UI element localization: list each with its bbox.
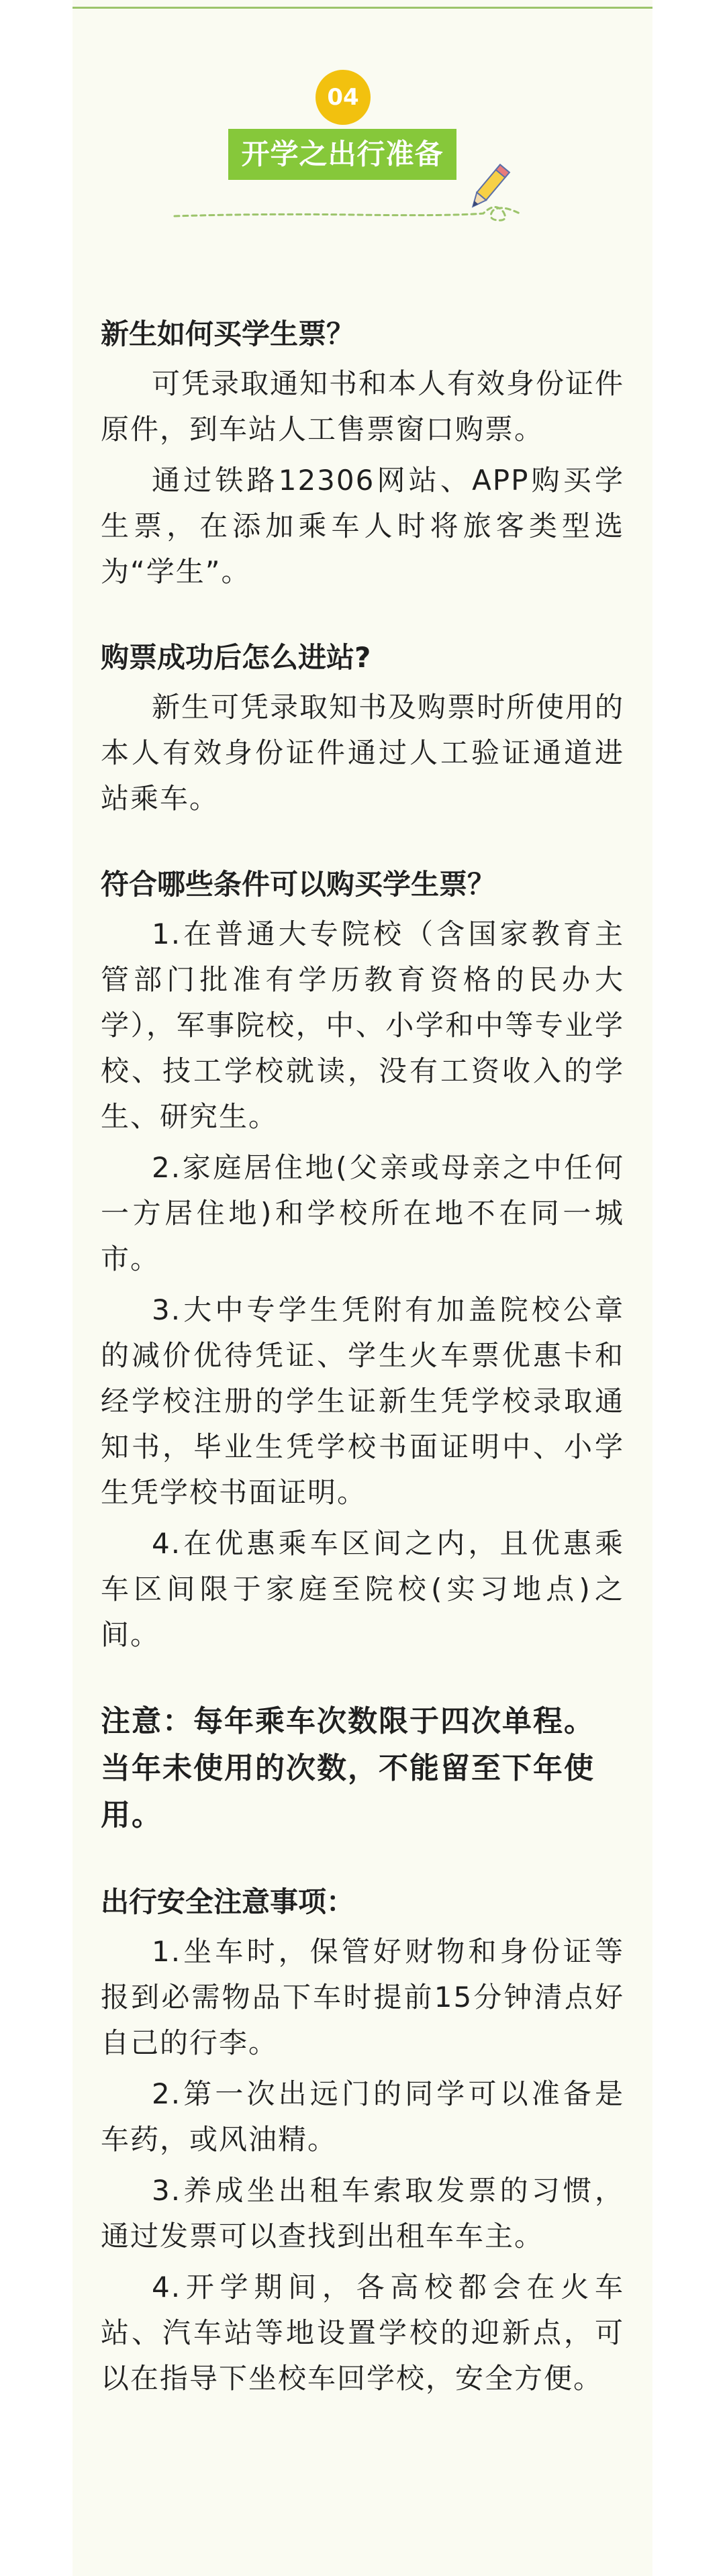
paragraph: 通过铁路12306网站、APP购买学生票，在添加乘车人时将旅客类型选为“学生”。 [101, 464, 624, 588]
top-divider [72, 7, 652, 9]
section-title: 开学之出行准备 [228, 129, 456, 180]
section-number-badge: 04 [316, 70, 371, 125]
paragraph: 可凭录取通知书和本人有效身份证件原件，到车站人工售票窗口购票。 [101, 367, 625, 446]
section-heading: 购票成功后怎么进站? [101, 641, 371, 674]
paragraph: 4.开学期间，各高校都会在火车站、汽车站等地设置学校的迎新点，可以在指导下坐校车回学校，安全方便。 [101, 2271, 624, 2395]
paragraph: 1.坐车时，保管好财物和身份证等报到必需物品下车时提前15分钟清点好自己的行李。 [101, 1935, 624, 2059]
section-buy-ticket [101, 311, 624, 595]
paragraph: 新生可凭录取知书及购票时所使用的本人有效身份证件通过人工验证通道进站乘车。 [101, 691, 625, 815]
notice-text: 注意：每年乘车次数限于四次单程。当年未使用的次数，不能留至下年使用。 [101, 1704, 595, 1832]
section-safety [101, 1879, 624, 2401]
paragraph: 2.第一次出远门的同学可以准备是车药，或风油精。 [101, 2077, 624, 2156]
paragraph: 3.大中专学生凭附有加盖院校公章的减价优待凭证、学生火车票优惠卡和经学校注册的学生证新生凭学校录取通知书，毕业生凭学校书面证明中、小学生凭学校书面证明。 [101, 1293, 624, 1509]
article-body [101, 307, 624, 2442]
dashed-underline-decoration [168, 193, 544, 234]
paragraph: 1.在普通大专院校（含国家教育主管部门批准有学历教育资格的民办大学），军事院校，中、小学和中等专业学校、技工学校就读，没有工资收入的学生、研究生。 [101, 918, 624, 1133]
section-heading: 出行安全注意事项： [101, 1885, 355, 1918]
section-enter-station [101, 635, 624, 822]
section-eligibility [101, 862, 624, 1658]
section-heading: 符合哪些条件可以购买学生票？ [101, 868, 496, 901]
section-heading: 新生如何买学生票？ [101, 317, 355, 350]
paragraph: 3.养成坐出租车索取发票的习惯，通过发票可以查找到出租车车主。 [101, 2174, 624, 2252]
paragraph: 2.家庭居住地(父亲或母亲之中任何一方居住地)和学校所在地不在同一城市。 [101, 1151, 624, 1275]
paragraph: 4.在优惠乘车区间之内，且优惠乘车区间限于家庭至院校(实习地点)之间。 [101, 1527, 624, 1651]
